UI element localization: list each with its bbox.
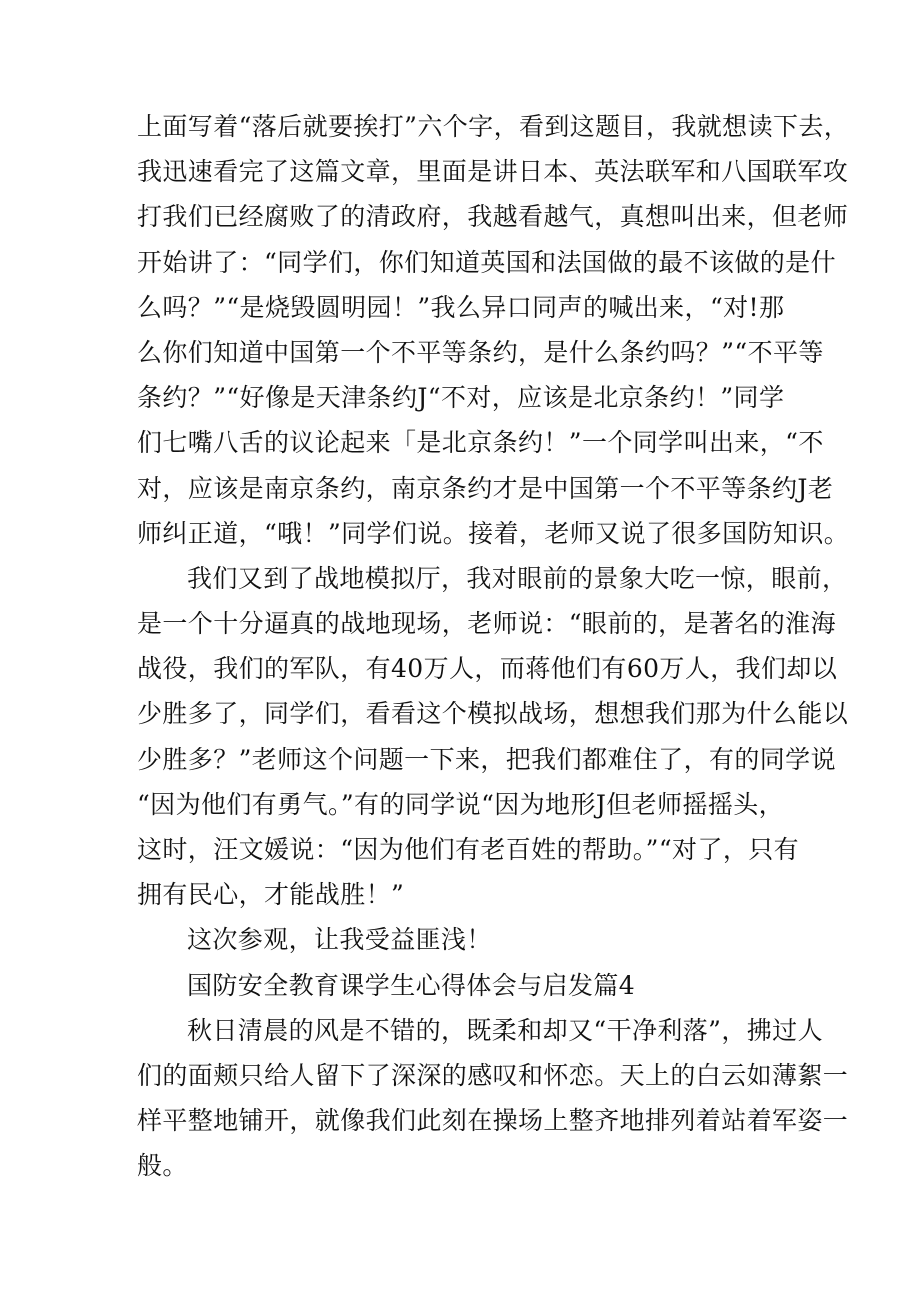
text-line: 少胜多？”老师这个问题一下来，把我们都难住了，有的同学说 — [137, 744, 836, 774]
text-line: 上面写着“落后就要挨打”六个字，看到这题目，我就想读下去， — [137, 112, 850, 141]
document-body — [137, 104, 850, 1189]
text-line: 战役，我们的军队，有40万人，而蒋他们有60万人，我们却以 — [137, 654, 838, 684]
text-line: 般。 — [137, 1151, 188, 1181]
text-line: 么吗？”“是烧毁圆明园！”我么异口同声的喊出来，“对!那 — [137, 292, 785, 322]
text-line: 们的面颊只给人留下了深深的感叹和怀恋。天上的白云如薄絮一 — [137, 1060, 849, 1090]
text-line: 是一个十分逼真的战地现场，老师说：“眼前的，是著名的淮海 — [137, 609, 836, 639]
text-line: 条约？”“好像是天津条约J“不对，应该是北京条约！”同学 — [137, 383, 785, 413]
text-line: 开始讲了：“同学们，你们知道英国和法国做的最不该做的是什 — [137, 247, 836, 277]
text-line: 少胜多了，同学们，看看这个模拟战场，想想我们那为什么能以 — [137, 699, 849, 729]
text-line: 样平整地铺开，就像我们此刻在操场上整齐地排列着站着军姿一 — [137, 1106, 849, 1136]
text-line: 们七嘴八舌的议论起来「是北京条约！”一个同学叫出来，“不 — [137, 428, 824, 458]
text-line: 打我们已经腐败了的清政府，我越看越气，真想叫出来，但老师 — [137, 202, 849, 232]
text-line: 秋日清晨的风是不错的，既柔和却又“干净利落”，拂过人 — [187, 1015, 823, 1045]
text-line: 师纠正道，“哦！”同学们说。接着，老师又说了很多国防知识。 — [137, 518, 850, 548]
text-line: 我迅速看完了这篇文章，里面是讲日本、英法联军和八国联军攻 — [137, 157, 849, 187]
text-line: 这时，汪文媛说：“因为他们有老百姓的帮助。”“对了，只有 — [137, 835, 800, 864]
text-line: 对，应该是南京条约，南京条约才是中国第一个不平等条约J老 — [137, 473, 834, 503]
text-line: 我们又到了战地模拟厅，我对眼前的景象大吃一惊，眼前， — [187, 563, 848, 593]
text-line: 么你们知道中国第一个不平等条约，是什么条约吗？”“不平等 — [137, 337, 824, 367]
text-line: 拥有民心，才能战胜！” — [137, 880, 405, 910]
section-heading: 国防安全教育课学生心得体会与启发篇4 — [187, 970, 636, 1000]
text-line: 这次参观，让我受益匪浅！ — [187, 925, 492, 955]
text-line: “因为他们有勇气。”有的同学说“因为地形J但老师摇摇头， — [137, 789, 785, 819]
